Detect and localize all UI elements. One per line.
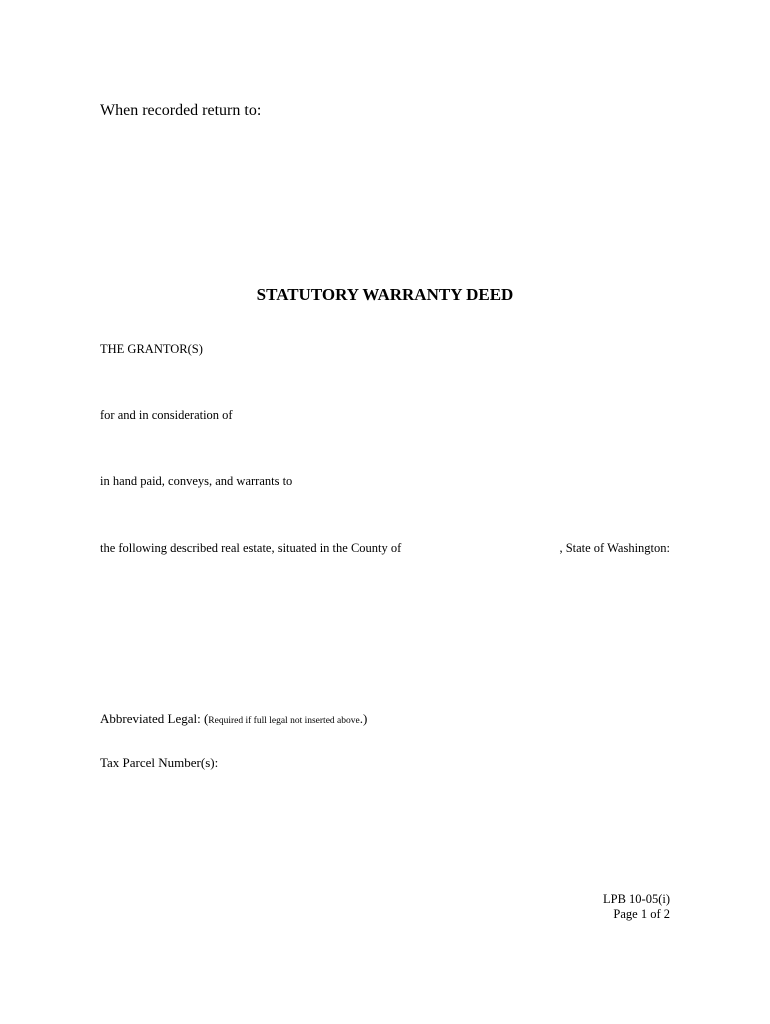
page-footer (603, 892, 670, 922)
page-number: Page 1 of 2 (613, 907, 670, 921)
conveys-label: in hand paid, conveys, and warrants to (100, 474, 293, 488)
abbreviated-legal-line (100, 711, 367, 727)
document-title: STATUTORY WARRANTY DEED (256, 285, 514, 304)
consideration-label: for and in consideration of (100, 408, 233, 422)
tax-parcel-label: Tax Parcel Number(s): (100, 755, 219, 770)
grantor-label: THE GRANTOR(S) (100, 342, 203, 356)
state-suffix: , State of Washington: (559, 541, 670, 555)
form-code: LPB 10-05(i) (602, 892, 670, 906)
abbreviated-legal-label: Abbreviated Legal: ( (100, 711, 209, 726)
abbreviated-legal-close: .) (359, 711, 368, 726)
county-line (100, 541, 670, 556)
county-prefix: the following described real estate, situated in the County of (100, 541, 402, 555)
abbreviated-legal-note: Required if full legal not inserted above (208, 716, 360, 726)
return-to-label: When recorded return to: (100, 102, 262, 119)
